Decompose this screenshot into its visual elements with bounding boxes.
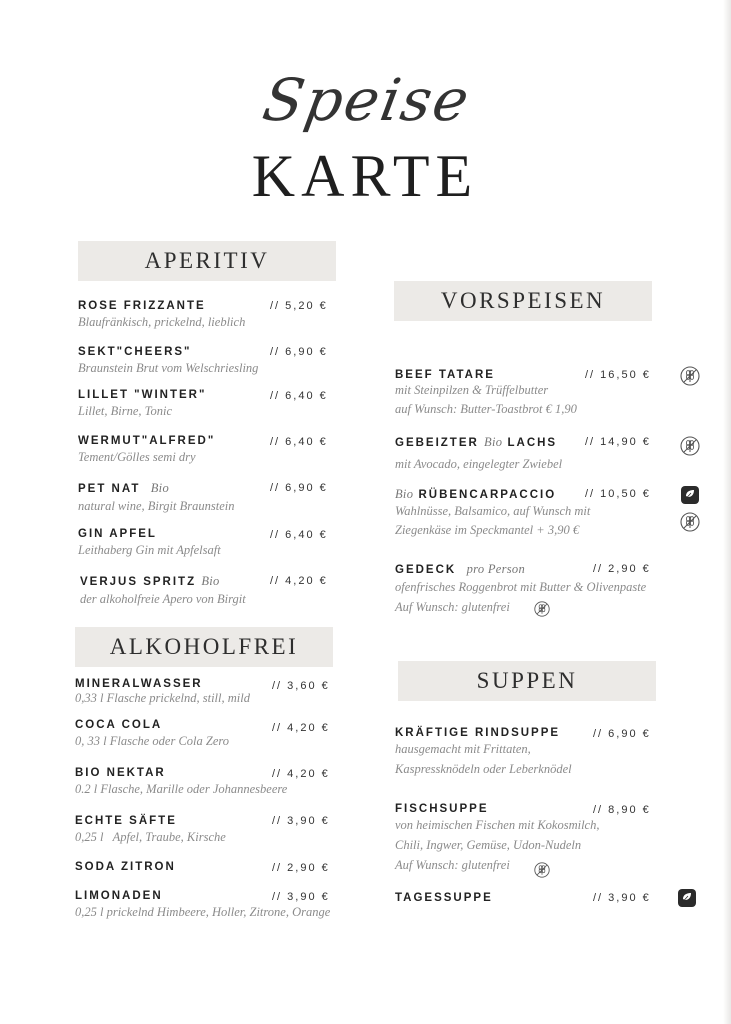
menu-item bbox=[78, 528, 221, 560]
item-price: // 16,50 € bbox=[585, 369, 651, 381]
item-desc: Auf Wunsch: glutenfrei bbox=[395, 858, 510, 872]
menu-item bbox=[78, 346, 258, 378]
gluten-free-icon bbox=[680, 366, 700, 386]
item-name: MINERALWASSER bbox=[75, 678, 203, 690]
item-price: // 5,20 € bbox=[270, 300, 328, 312]
menu-item bbox=[75, 861, 176, 873]
bio-label: Bio bbox=[395, 487, 414, 501]
menu-item bbox=[395, 803, 599, 875]
item-name: WERMUT"ALFRED" bbox=[78, 435, 216, 447]
item-desc: mit Avocado, eingelegter Zwiebel bbox=[395, 457, 563, 471]
item-price: // 3,90 € bbox=[593, 892, 651, 904]
vegan-icon bbox=[677, 888, 697, 908]
bio-label: pro Person bbox=[466, 562, 526, 576]
item-price: // 2,90 € bbox=[272, 862, 330, 874]
menu-item bbox=[78, 481, 234, 516]
item-name: BEEF TATARE bbox=[395, 369, 495, 381]
bio-label: Bio bbox=[201, 574, 220, 588]
item-desc: 0,25 l Apfel, Traube, Kirsche bbox=[75, 830, 226, 844]
item-price: // 4,20 € bbox=[272, 722, 330, 734]
menu-item bbox=[75, 815, 226, 847]
item-name: Bio RÜBENCARPACCIO bbox=[395, 487, 557, 501]
item-desc: hausgemacht mit Frittaten, bbox=[395, 742, 531, 756]
item-name: FISCHSUPPE bbox=[395, 803, 489, 815]
item-name: SEKT"CHEERS" bbox=[78, 346, 192, 358]
vegan-icon bbox=[680, 485, 700, 505]
gluten-free-icon bbox=[534, 862, 550, 878]
item-desc: 0,33 l Flasche prickelnd, still, mild bbox=[75, 691, 250, 705]
item-desc: Kaspressknödeln oder Leberknödel bbox=[395, 762, 572, 776]
item-price: // 3,90 € bbox=[272, 891, 330, 903]
item-desc: 0.2 l Flasche, Marille oder Johannesbeere bbox=[75, 782, 288, 796]
item-desc: der alkoholfreie Apero von Birgit bbox=[80, 592, 246, 606]
item-desc: von heimischen Fischen mit Kokosmilch, bbox=[395, 818, 600, 832]
bio-label: Bio bbox=[484, 435, 503, 449]
item-name: GIN APFEL bbox=[78, 528, 157, 540]
item-name: PET NAT Bio bbox=[78, 481, 169, 495]
item-desc: auf Wunsch: Butter-Toastbrot € 1,90 bbox=[395, 402, 577, 416]
item-name: KRÄFTIGE RINDSUPPE bbox=[395, 727, 561, 739]
item-name: GEDECK pro Person bbox=[395, 562, 526, 576]
item-price: // 6,90 € bbox=[270, 482, 328, 494]
section-vorspeisen: VORSPEISEN bbox=[394, 281, 652, 321]
gluten-free-icon bbox=[680, 436, 700, 456]
menu-item bbox=[80, 574, 246, 609]
item-price: // 6,90 € bbox=[593, 728, 651, 740]
item-price: // 6,40 € bbox=[270, 436, 328, 448]
item-desc: 0,25 l prickelnd Himbeere, Holler, Zitrone, Orange bbox=[75, 905, 331, 919]
item-name: LIMONADEN bbox=[75, 890, 163, 902]
item-name: TAGESSUPPE bbox=[395, 892, 493, 904]
item-price: // 3,90 € bbox=[272, 815, 330, 827]
item-desc: Lillet, Birne, Tonic bbox=[78, 404, 172, 418]
title-script: Speise bbox=[258, 66, 476, 134]
item-desc: Tement/Gölles semi dry bbox=[78, 450, 196, 464]
item-name: BIO NEKTAR bbox=[75, 767, 166, 779]
item-price: // 6,40 € bbox=[270, 390, 328, 402]
menu-item bbox=[395, 892, 493, 904]
menu-item bbox=[75, 678, 250, 706]
gluten-free-icon bbox=[534, 601, 550, 617]
section-aperitiv: APERITIV bbox=[78, 241, 336, 281]
item-price: // 6,90 € bbox=[270, 346, 328, 358]
item-name: GEBEIZTER Bio LACHS bbox=[395, 435, 558, 449]
item-name: ECHTE SÄFTE bbox=[75, 815, 177, 827]
item-name: SODA ZITRON bbox=[75, 861, 176, 873]
menu-item bbox=[395, 435, 562, 474]
item-price: // 2,90 € bbox=[593, 563, 651, 575]
item-desc: Wahlnüsse, Balsamico, auf Wunsch mit bbox=[395, 504, 591, 518]
item-name: COCA COLA bbox=[75, 719, 163, 731]
item-price: // 3,60 € bbox=[272, 680, 330, 692]
item-desc: mit Steinpilzen & Trüffelbutter bbox=[395, 383, 549, 397]
menu-item bbox=[395, 487, 590, 540]
menu-item bbox=[75, 719, 229, 751]
title-main: KARTE bbox=[251, 143, 479, 209]
item-name: ROSE FRIZZANTE bbox=[78, 300, 206, 312]
item-desc: 0, 33 l Flasche oder Cola Zero bbox=[75, 734, 230, 748]
item-price: // 4,20 € bbox=[270, 575, 328, 587]
item-price: // 4,20 € bbox=[272, 768, 330, 780]
item-desc: Auf Wunsch: glutenfrei bbox=[395, 600, 510, 614]
section-alkoholfrei: ALKOHOLFREI bbox=[75, 627, 333, 667]
menu-item bbox=[78, 389, 206, 421]
gluten-free-icon bbox=[680, 512, 700, 532]
item-price: // 14,90 € bbox=[585, 436, 651, 448]
item-desc: Blaufränkisch, prickelnd, lieblich bbox=[78, 315, 246, 329]
item-price: // 6,40 € bbox=[270, 529, 328, 541]
section-suppen: SUPPEN bbox=[398, 661, 656, 701]
bio-label: Bio bbox=[150, 481, 169, 495]
item-desc: ofenfrisches Roggenbrot mit Butter & Olivenpaste bbox=[395, 580, 647, 594]
menu-item bbox=[78, 435, 215, 467]
menu-item bbox=[395, 369, 577, 419]
item-name: VERJUS SPRITZ Bio bbox=[80, 574, 220, 588]
item-desc: Chili, Ingwer, Gemüse, Udon-Nudeln bbox=[395, 838, 582, 852]
item-desc: Ziegenkäse im Speckmantel + 3,90 € bbox=[395, 523, 580, 537]
item-name: LILLET "WINTER" bbox=[78, 389, 207, 401]
menu-item bbox=[78, 300, 245, 332]
item-desc: natural wine, Birgit Braunstein bbox=[78, 499, 235, 513]
item-price: // 8,90 € bbox=[593, 804, 651, 816]
page-edge-shadow bbox=[723, 0, 731, 1024]
menu-item bbox=[395, 727, 572, 779]
item-desc: Braunstein Brut vom Welschriesling bbox=[78, 361, 259, 375]
menu-item bbox=[75, 767, 287, 799]
item-price: // 10,50 € bbox=[585, 488, 651, 500]
item-desc: Leithaberg Gin mit Apfelsaft bbox=[78, 543, 221, 557]
